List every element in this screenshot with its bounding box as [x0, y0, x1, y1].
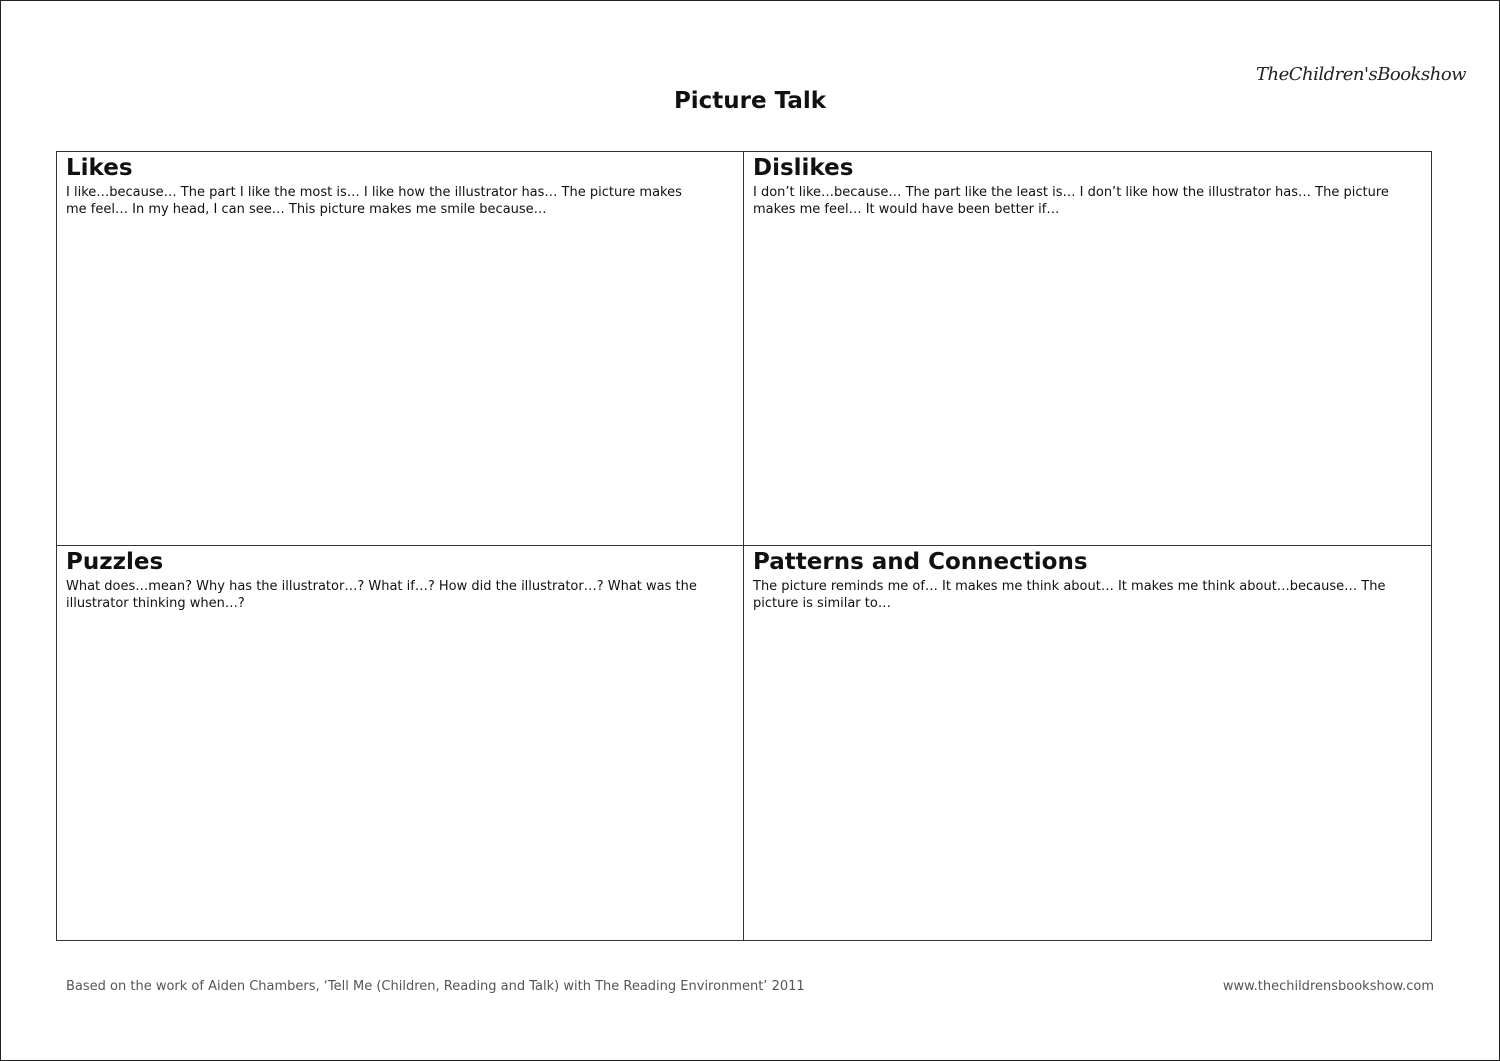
page-title: Picture Talk	[673, 88, 827, 114]
footer-website: www.thechildrensbookshow.com	[1222, 979, 1434, 994]
puzzles-heading: Puzzles	[66, 549, 164, 575]
likes-section[interactable]	[57, 152, 744, 546]
puzzles-prompt: What does…mean? Why has the illustrator…? What if…? How did the illustrator…? What was the illustrator thinking when…?	[66, 579, 697, 611]
dislikes-prompt: I don’t like…because… The part like the least is… I don’t like how the illustrator has… The picture makes me feel… It would have been better if…	[753, 185, 1389, 217]
puzzles-section[interactable]	[57, 546, 744, 940]
patterns-heading: Patterns and Connections	[753, 549, 1088, 575]
bookshow-logo: TheChildren'sBookshow	[1256, 64, 1467, 85]
prompt-grid	[56, 151, 1432, 941]
footer-credit: Based on the work of Aiden Chambers, ‘Tell Me (Children, Reading and Talk) with The Reading Environment’ 2011	[66, 979, 805, 994]
likes-heading: Likes	[66, 155, 133, 181]
patterns-prompt: The picture reminds me of… It makes me think about… It makes me think about…because… The picture is similar to…	[753, 579, 1386, 611]
patterns-section[interactable]	[744, 546, 1431, 940]
dislikes-heading: Dislikes	[753, 155, 854, 181]
likes-prompt: I like…because… The part I like the most is… I like how the illustrator has… The picture makes me feel… In my head, I can see… This picture makes me smile because…	[66, 185, 682, 217]
dislikes-section[interactable]	[744, 152, 1431, 546]
